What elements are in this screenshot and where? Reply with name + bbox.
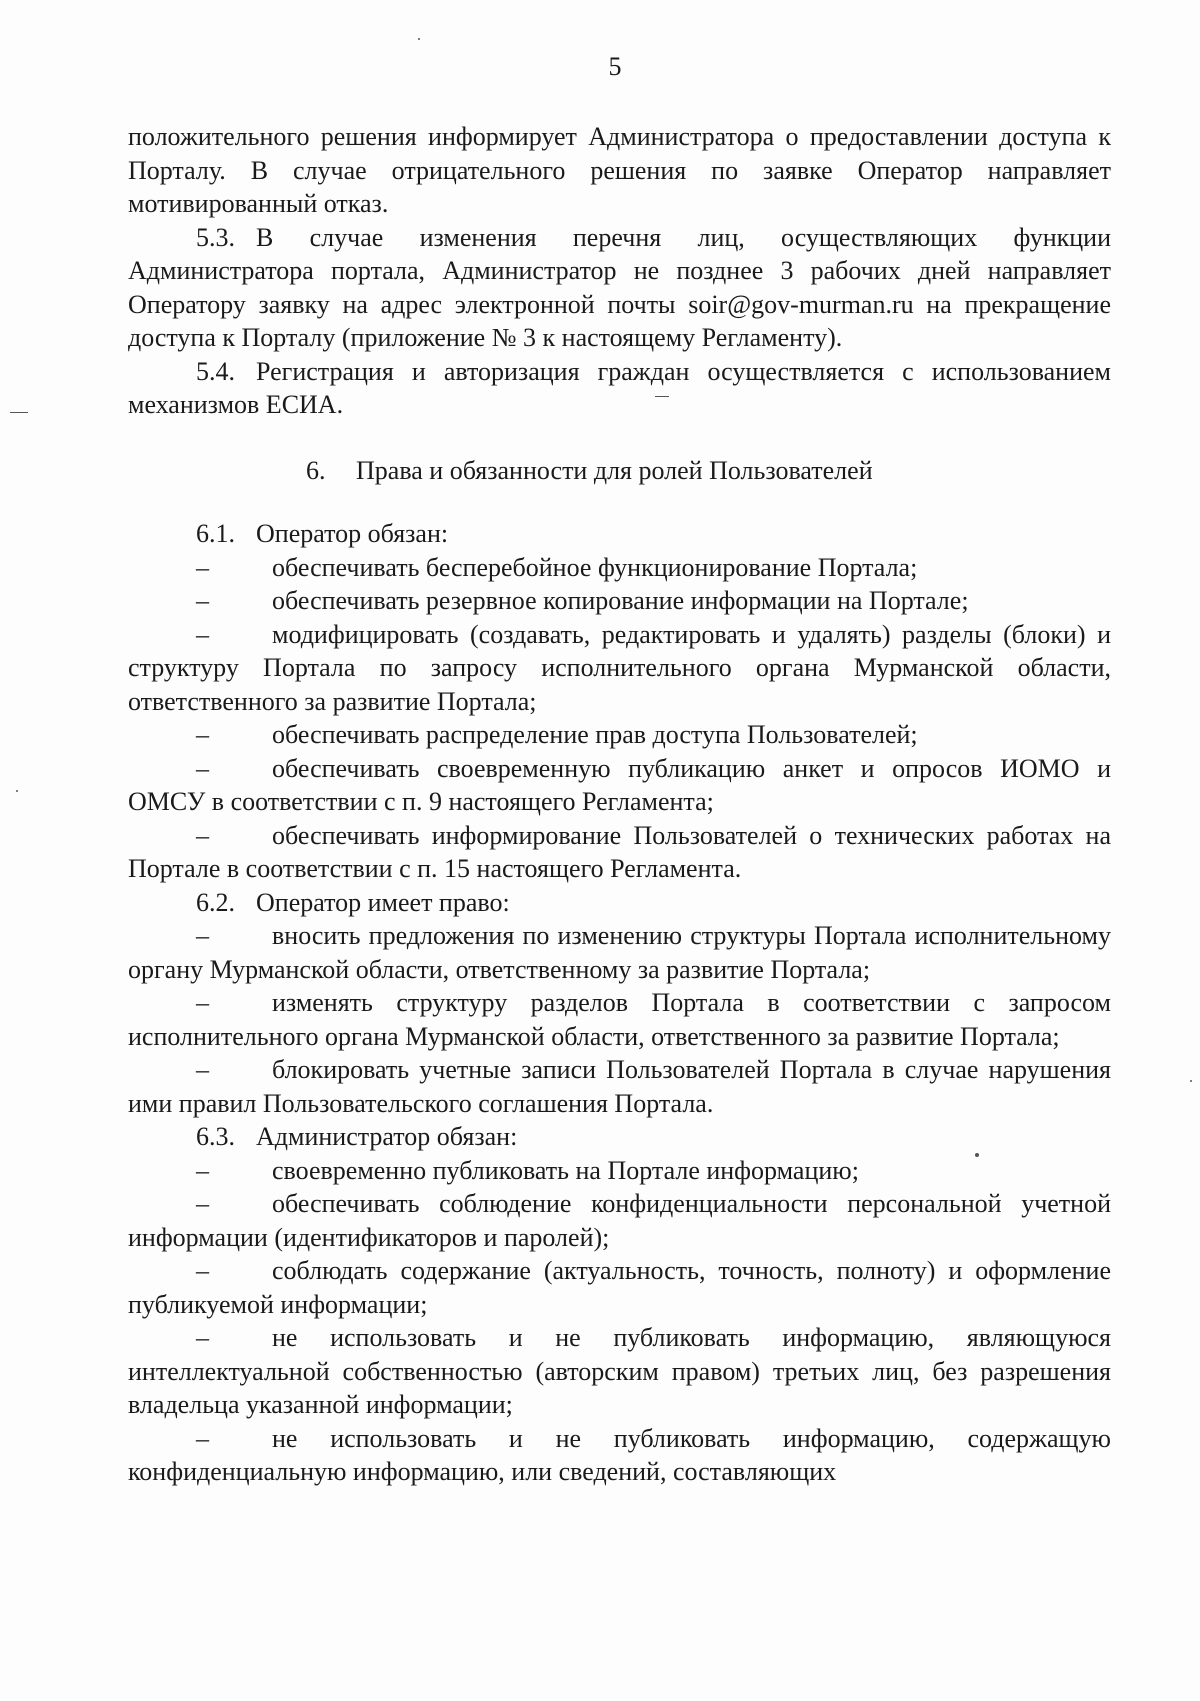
dash-bullet: – (196, 1055, 209, 1084)
section-heading (128, 454, 1111, 488)
scan-speck (975, 1153, 979, 1157)
dash-bullet: – (196, 1423, 209, 1453)
numbered-paragraph (128, 355, 1111, 422)
paragraph: положительного решения информирует Администратора о предоставлении доступа к Порталу. В случае отрицательного решения по заявке Оператор направляет мотивированный отказ. (128, 122, 1111, 218)
list-item-text: не использовать и не публиковать информацию, содержащую конфиденциальную информацию, или сведений, составляющих (128, 1423, 1111, 1486)
list-item (128, 1053, 1111, 1120)
paragraph-text: В случае изменения перечня лиц, осуществляющих функции Администратора портала, Администратор не позднее 3 рабочих дней направляет Оператору заявку на адрес электронной почты soir@gov-murman.ru на прекращение доступа к Порталу (приложение № 3 к настоящему Регламенту). (128, 222, 1111, 352)
list-item (128, 718, 1111, 752)
dash-bullet: – (196, 552, 209, 582)
list-item (128, 919, 1111, 986)
list-item (128, 1154, 1111, 1188)
list-item-text: обеспечивать соблюдение конфиденциальности персональной учетной информации (идентификаторов и паролей); (128, 1189, 1111, 1252)
list-item-text: обеспечивать информирование Пользователей о технических работах на Портале в соответствии с п. 15 настоящего Регламента. (128, 820, 1111, 883)
dash-bullet: – (196, 753, 209, 783)
section-number: 6. (306, 455, 326, 485)
list-item-text: обеспечивать бесперебойное функционирование Портала; (272, 552, 918, 582)
list-item (128, 819, 1111, 886)
list-item (128, 1254, 1111, 1321)
list-item-text: не использовать и не публиковать информацию, являющуюся интеллектуальной собственностью (авторским правом) третьих лиц, без разрешения владельца указанной информации; (128, 1323, 1111, 1419)
list-item (128, 1422, 1111, 1489)
page-number: 5 (608, 52, 622, 81)
dash-bullet: – (196, 921, 209, 950)
list-item-text: обеспечивать своевременную публикацию анкет и опросов ИОМО и ОМСУ в соответствии с п. 9 настоящего Регламента; (128, 753, 1111, 816)
dash-bullet: – (196, 820, 209, 850)
list-item (128, 584, 1111, 618)
list-item (128, 752, 1111, 819)
paragraph-number: 6.3. (196, 1122, 235, 1151)
dash-bullet: – (196, 1323, 209, 1352)
dash-bullet: – (196, 586, 209, 615)
list-item-text: обеспечивать резервное копирование информации на Портале; (272, 586, 969, 615)
scan-speck (418, 38, 420, 40)
paragraph-text: Регистрация и авторизация граждан осуществляется с использованием механизмов ЕСИА. (128, 356, 1111, 419)
list-item-text: вносить предложения по изменению структуры Портала исполнительному органу Мурманской области, ответственному за развитие Портала; (128, 921, 1111, 984)
numbered-paragraph (128, 886, 1111, 920)
dash-bullet: – (196, 988, 209, 1017)
scan-speck (655, 396, 669, 397)
numbered-paragraph (128, 221, 1111, 355)
paragraph-number: 5.4. (196, 356, 235, 386)
list-item (128, 551, 1111, 585)
dash-bullet: – (196, 720, 209, 749)
paragraph-text: Оператор обязан: (256, 519, 449, 548)
list-item-text: своевременно публиковать на Портале информацию; (272, 1155, 859, 1185)
list-item-text: обеспечивать распределение прав доступа Пользователей; (272, 720, 918, 749)
paragraph-number: 6.1. (196, 519, 235, 548)
list-item (128, 618, 1111, 719)
scan-speck (16, 790, 18, 792)
scan-speck (1190, 1080, 1192, 1082)
list-item-text: блокировать учетные записи Пользователей Портала в случае нарушения ими правил Пользовательского соглашения Портала. (128, 1055, 1111, 1118)
paragraph-text: Администратор обязан: (256, 1122, 518, 1151)
numbered-paragraph (128, 1120, 1111, 1154)
dash-bullet: – (196, 1189, 209, 1218)
document-body (128, 120, 1111, 1489)
section-title: Права и обязанности для ролей Пользователей (356, 455, 873, 485)
list-item (128, 1321, 1111, 1422)
paragraph-number: 6.2. (196, 887, 235, 917)
numbered-paragraph (128, 517, 1111, 551)
dash-bullet: – (196, 1155, 209, 1185)
dash-bullet: – (196, 1256, 209, 1285)
list-item-text: модифицировать (создавать, редактировать и удалять) разделы (блоки) и структуру Портала по запросу исполнительного органа Мурманской области, ответственного за развитие Портала; (128, 619, 1111, 716)
list-item (128, 1187, 1111, 1254)
paragraph-number: 5.3. (196, 222, 235, 252)
list-item (128, 986, 1111, 1053)
list-item-text: соблюдать содержание (актуальность, точность, полноту) и оформление публикуемой информации; (128, 1256, 1111, 1319)
dash-bullet: – (196, 619, 209, 649)
scan-speck (10, 412, 28, 413)
paragraph-text: Оператор имеет право: (256, 887, 510, 917)
list-item-text: изменять структуру разделов Портала в соответствии с запросом исполнительного органа Мурманской области, ответственного за развитие Портала; (128, 988, 1111, 1051)
